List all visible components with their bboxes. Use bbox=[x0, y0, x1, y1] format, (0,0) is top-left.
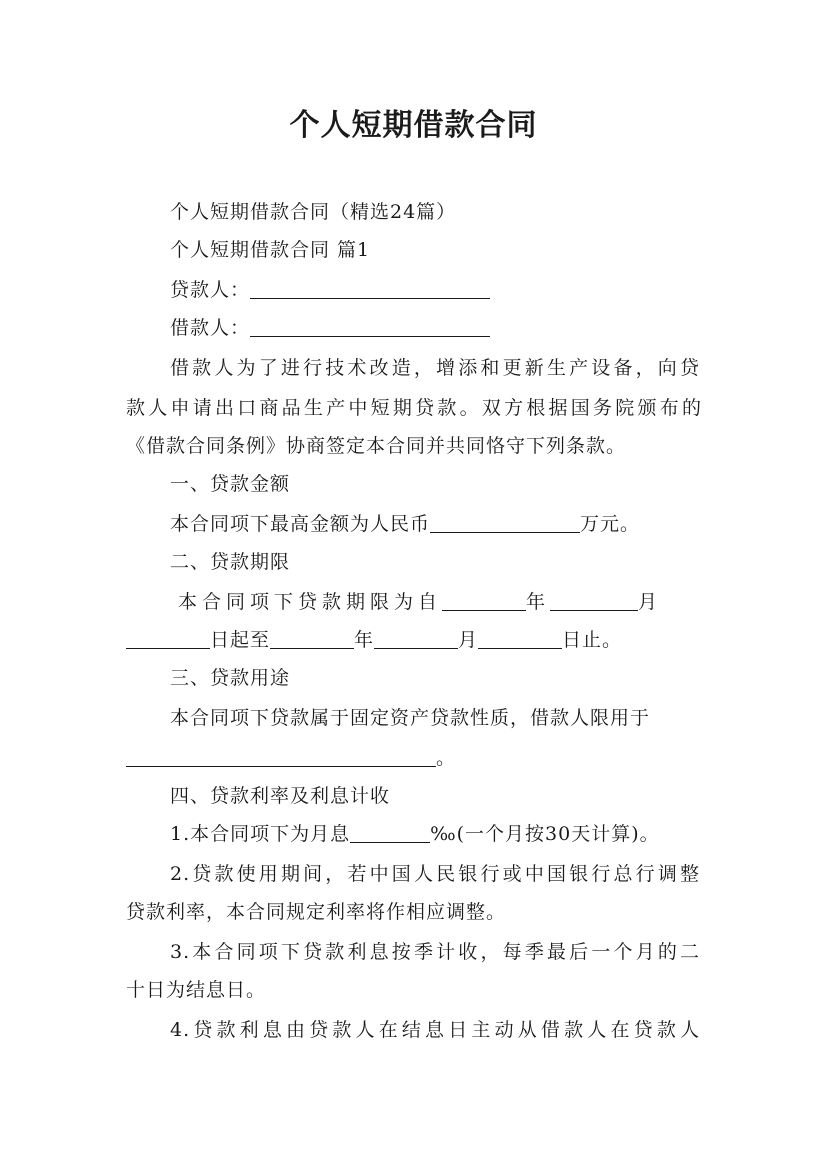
intro-line-1: 借款人为了进行技术改造，增添和更新生产设备，向贷 bbox=[170, 357, 700, 379]
item3-line-2: 十日为结息日。 bbox=[126, 979, 267, 1001]
end-month-blank bbox=[374, 626, 458, 649]
lender-blank bbox=[250, 276, 490, 299]
section3-line-2 bbox=[126, 740, 706, 776]
start-month-blank bbox=[550, 588, 638, 611]
end-month-label: 月 bbox=[458, 629, 479, 651]
item1-text-a: 1.本合同项下为月息 bbox=[170, 823, 351, 845]
intro-line-3: 《借款合同条例》协商签定本合同并共同恪守下列条款。 bbox=[126, 435, 627, 457]
interest-blank bbox=[350, 820, 430, 843]
section1-text-a: 本合同项下最高金额为人民币 bbox=[170, 513, 431, 535]
section1-text-b: 万元。 bbox=[580, 513, 641, 535]
borrower-label: 借款人： bbox=[170, 317, 251, 339]
item1-text-b: ‰(一个月按30天计算)。 bbox=[430, 823, 660, 845]
borrower-blank bbox=[250, 314, 490, 337]
item1 bbox=[170, 816, 710, 852]
section1-text bbox=[170, 506, 710, 542]
section3-text: 本合同项下贷款属于固定资产贷款性质，借款人限用于 bbox=[170, 707, 651, 729]
section3-heading: 三、贷款用途 bbox=[170, 667, 291, 689]
month-label: 月 bbox=[638, 591, 663, 613]
lender-line bbox=[170, 272, 710, 308]
start-year-blank bbox=[442, 588, 526, 611]
purpose-blank bbox=[126, 744, 436, 767]
subtitle: 个人短期借款合同（精选24篇） bbox=[170, 201, 457, 223]
article-heading: 个人短期借款合同 篇1 bbox=[170, 239, 371, 261]
day-from-label: 日起至 bbox=[210, 629, 271, 651]
lender-label: 贷款人： bbox=[170, 279, 251, 301]
amount-blank bbox=[430, 510, 580, 533]
end-year-blank bbox=[270, 626, 354, 649]
section4-heading: 四、贷款利率及利息计收 bbox=[170, 785, 391, 807]
end-day-blank bbox=[478, 626, 562, 649]
section2-heading: 二、贷款期限 bbox=[170, 551, 291, 573]
item3-line-1: 3.本合同项下贷款利息按季计收，每季最后一个月的二 bbox=[170, 941, 700, 963]
end-year-label: 年 bbox=[354, 629, 375, 651]
intro-line-2: 款人申请出口商品生产中短期贷款。双方根据国务院颁布的 bbox=[126, 397, 702, 419]
section2-line-1 bbox=[178, 584, 758, 620]
item4-line-1: 4.贷款利息由贷款人在结息日主动从借款人在贷款人 bbox=[170, 1019, 700, 1041]
document-title: 个人短期借款合同 bbox=[289, 108, 538, 143]
section2-line-2 bbox=[126, 622, 706, 658]
year-label: 年 bbox=[526, 591, 551, 613]
start-day-blank bbox=[126, 626, 210, 649]
item2-line-1: 2.贷款使用期间，若中国人民银行或中国银行总行调整 bbox=[170, 863, 700, 885]
term-text: 本合同项下贷款期限为自 bbox=[178, 591, 443, 613]
day-end-label: 日止。 bbox=[562, 629, 623, 651]
section3-end: 。 bbox=[436, 747, 457, 769]
section1-heading: 一、贷款金额 bbox=[170, 473, 291, 495]
item2-line-2: 贷款利率，本合同规定利率将作相应调整。 bbox=[126, 901, 507, 923]
borrower-line bbox=[170, 310, 710, 346]
